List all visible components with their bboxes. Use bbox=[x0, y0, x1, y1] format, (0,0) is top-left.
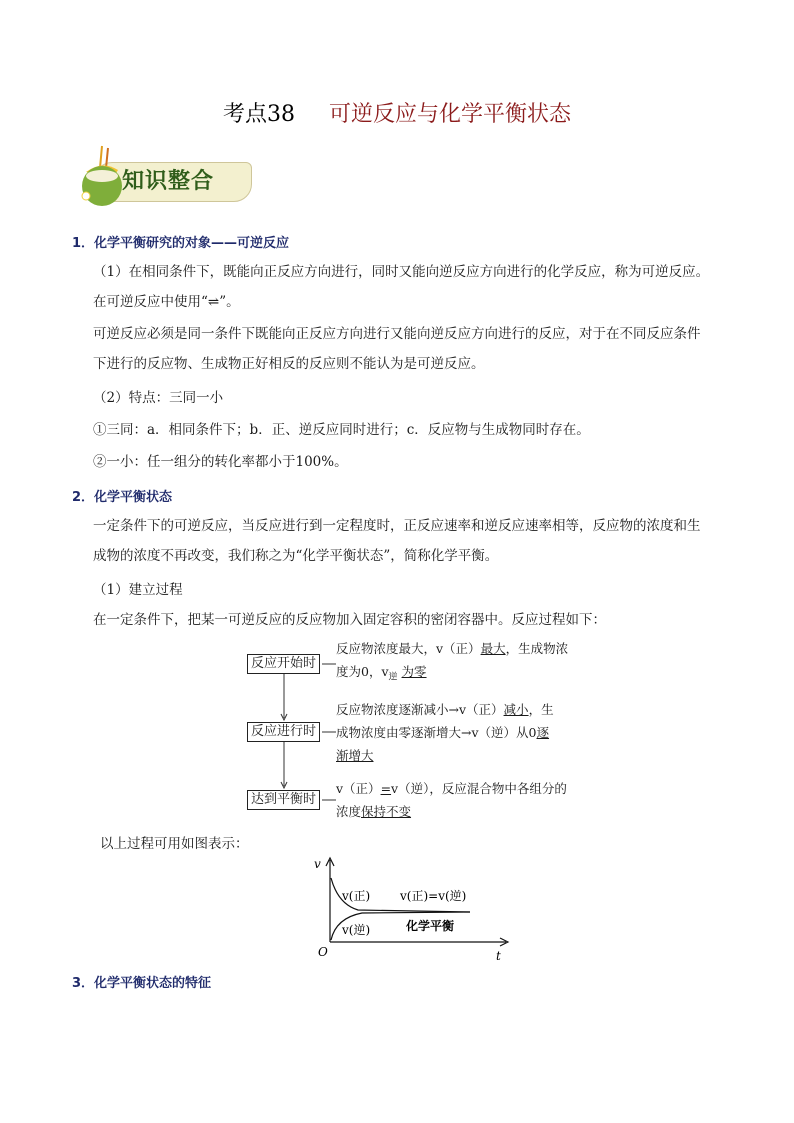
stage-start-desc bbox=[336, 637, 568, 690]
progress-desc-b: 成物浓度由零逐渐增大→v（逆）从0 bbox=[336, 725, 537, 740]
topic-name: 可逆反应与化学平衡状态 bbox=[328, 102, 571, 127]
eq-desc-b: 浓度 bbox=[336, 804, 362, 819]
s2-line-1: 一定条件下的可逆反应，当反应进行到一定程度时，正反应速率和逆反应速率相等，反应物的浓度和生 bbox=[93, 518, 701, 534]
s2-line-2: 成物的浓度不再改变，我们称之为“化学平衡状态”，简称化学平衡。 bbox=[93, 548, 499, 564]
s2b-line-1: 以上过程可用如图表示： bbox=[100, 836, 249, 852]
s1-line-6: ①三同：a．相同条件下；b．正、逆反应同时进行；c．反应物与生成物同时存在。 bbox=[93, 422, 590, 438]
equilibrium-label: 化学平衡 bbox=[406, 919, 455, 933]
s2-line-4: 在一定条件下，把某一可逆反应的反应物加入固定容积的密闭容器中。反应过程如下： bbox=[93, 612, 606, 628]
stage-equilibrium-desc bbox=[336, 777, 567, 823]
progress-desc-b-underlined: 逐 bbox=[536, 725, 550, 740]
reverse-rate-label: v(逆) bbox=[342, 923, 371, 937]
x-axis-label: t bbox=[496, 949, 501, 963]
rate-time-graph bbox=[306, 852, 526, 964]
heading-1: 1．化学平衡研究的对象——可逆反应 bbox=[72, 236, 290, 251]
progress-desc-c-underlined: 渐增大 bbox=[336, 748, 374, 763]
stage-progress-desc bbox=[336, 698, 554, 767]
s2-line-3: （1）建立过程 bbox=[93, 582, 183, 598]
section-badge bbox=[72, 142, 254, 206]
topic-number: 考点38 bbox=[222, 102, 295, 127]
start-desc-a: 反应物浓度最大，v（正） bbox=[336, 641, 481, 656]
start-desc-b-sub: 逆 bbox=[388, 672, 398, 683]
y-axis-label: v bbox=[314, 857, 321, 871]
s1-line-1: （1）在相同条件下，既能向正反应方向进行，同时又能向逆反应方向进行的化学反应，称为可逆反应。 bbox=[93, 264, 710, 280]
equal-rate-label: v(正)=v(逆) bbox=[400, 889, 467, 903]
eq-desc-a-underlined: = bbox=[380, 781, 392, 796]
progress-desc-a: 反应物浓度逐渐减小→v（正） bbox=[336, 702, 504, 717]
heading-2: 2．化学平衡状态 bbox=[72, 490, 173, 505]
eq-desc-b-underlined: 保持不变 bbox=[361, 804, 412, 819]
flow-arrows bbox=[240, 640, 350, 820]
stage-start-box: 反应开始时 bbox=[247, 654, 320, 674]
heading-3: 3．化学平衡状态的特征 bbox=[72, 976, 212, 991]
forward-rate-label: v(正) bbox=[342, 889, 371, 903]
s1-line-4: 下进行的反应物、生成物正好相反的反应则不能认为是可逆反应。 bbox=[93, 356, 485, 372]
eq-desc-a2: v（逆），反应混合物中各组分的 bbox=[391, 781, 567, 796]
start-desc-b: 度为0，v bbox=[336, 664, 389, 679]
start-desc-b-underlined: 为零 bbox=[401, 664, 427, 679]
stage-progress-box: 反应进行时 bbox=[247, 722, 320, 742]
progress-desc-a-underlined: 减小 bbox=[503, 702, 529, 717]
s1-line-5: （2）特点：三同一小 bbox=[93, 390, 224, 406]
s1-line-7: ②一小：任一组分的转化率都小于100%。 bbox=[93, 454, 348, 470]
progress-desc-a2: ，生 bbox=[528, 702, 554, 717]
badge-label: 知识整合 bbox=[122, 168, 215, 194]
eq-desc-a: v（正） bbox=[336, 781, 381, 796]
s1-line-2: 在可逆反应中使用“⇌”。 bbox=[93, 294, 240, 310]
origin-label: O bbox=[318, 945, 328, 959]
stage-equilibrium-box: 达到平衡时 bbox=[247, 790, 320, 810]
s1-line-3: 可逆反应必须是同一条件下既能向正反应方向进行又能向逆反应方向进行的反应，对于在不同反应条件 bbox=[93, 326, 701, 342]
start-desc-a-underlined: 最大 bbox=[480, 641, 506, 656]
start-desc-a2: ，生成物浓 bbox=[505, 641, 569, 656]
page-title bbox=[0, 100, 794, 130]
